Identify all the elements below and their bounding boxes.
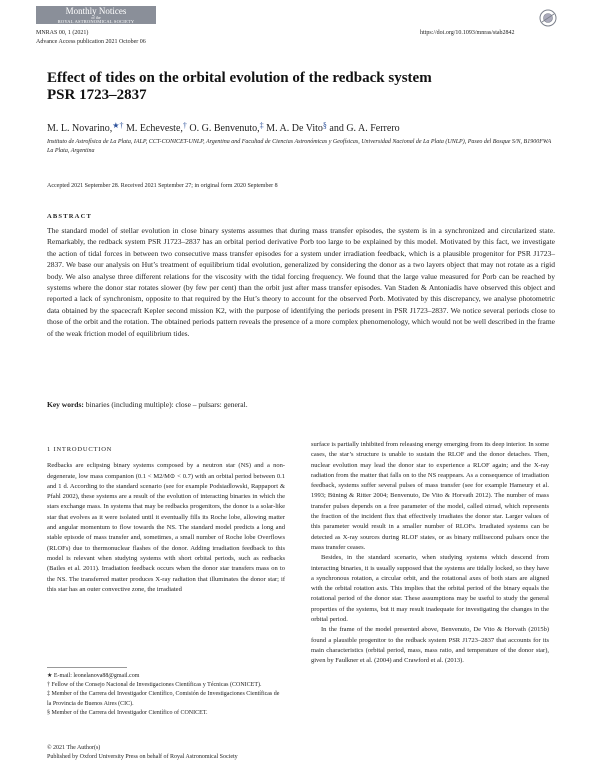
author-name: M. Echeveste, xyxy=(123,123,183,134)
right-column xyxy=(311,440,549,667)
keywords xyxy=(47,400,248,409)
publisher-note: Published by Oxford University Press on behalf of Royal Astronomical Society xyxy=(47,754,238,761)
footnote: ‡ Member of the Carrera del Investigador Científico, Comisión de Investigaciones Científicas de la Provincia de Buenos Aires (CIC). xyxy=(47,691,280,707)
footnote: † Fellow of the Consejo Nacional de Investigaciones Científicas y Técnicas (CONICET). xyxy=(47,682,262,689)
doi-link[interactable]: https://doi.org/10.1093/mnras/stab2842 xyxy=(420,30,515,36)
masthead-line1: Monthly Notices xyxy=(65,6,127,16)
journal-reference: MNRAS 00, 1 (2021) xyxy=(36,30,89,36)
paragraph: surface is partially inhibited from releasing energy emerging from its deep interior. In some cases, the star’s structure is unable to sustain the RLOF and the donor detaches. Then, nuclear evolution may lead the donor star to experience a RLOF again; and the X-ray radiation from the matter that falls on to the NS reappears. As a consequence of irradiation feedback, systems suffer several pulses of mass transfer (see for example Hameury et al. 1993; Büning & Ritter 2004; Benvenuto, De Vito & Horvath 2012). The number of mass transfer pulses depends on a free parameter of the model, called αirrad, which represents the fraction of the incident flux that effectively irradiates the donor star. Larger values of this parameter would result in a smaller number of RLOFs. Irradiated systems can be detected as X-ray sources during RLOF states, or as binary millisecond pulsars once the mass transfer ceases. xyxy=(311,441,549,551)
footnote: § Member of the Carrera del Investigador Científico of CONICET. xyxy=(47,709,208,716)
masthead-line2: of the xyxy=(91,15,101,20)
copyright-block xyxy=(47,744,285,762)
title-line1: Effect of tides on the orbital evolution of the redback system xyxy=(47,70,432,86)
abstract-body xyxy=(47,225,555,339)
paragraph: Besides, in the standard scenario, when studying systems which descend from interacting binaries, it is usually supposed that the systems are tidally locked, so they have a synchronous rotation, a circular orbit, and the rotational axes of both stars are aligned with the orbital rotation axis. This implies that the orbital period of the binary equals the rotational period of the donor star. These assumptions may be useful to study the general properties of the systems, but it may result inadequate for investigating the changes in the orbital period. xyxy=(311,554,549,624)
advance-access-note: Advance Access publication 2021 October 06 xyxy=(36,39,146,45)
abstract-heading: ABSTRACT xyxy=(47,213,92,220)
accepted-dates: Accepted 2021 September 28. Received 2021 September 27; in original form 2020 September 8 xyxy=(47,183,278,189)
section-heading: 1 INTRODUCTION xyxy=(47,446,113,453)
keywords-text: binaries (including multiple): close – pulsars: general. xyxy=(85,400,248,409)
footnote-email[interactable]: ★ E-mail: leonelanova88@gmail.com xyxy=(47,673,140,679)
author-list xyxy=(47,121,400,134)
paragraph: Redbacks are eclipsing binary systems composed by a neutron star (NS) and a non-degenerate, low mass companion (0.1 < M2/M⊙ < 0.7) with an orbital period between 0.1 and 1 d. According to the standard scenario (see for example Podsiadlowski, Rappaport & Pfahl 2002), these systems are a result of the evolution of interacting binaries in which the stars exchange mass. In systems that may be redbacks progenitors, the donor is a solar-like star that evolves as it were isolated until it eventually fills its Roche lobe, allowing matter and angular momentum to flow towards the NS. The standard model predicts a long and stable episode of mass transfer and, sometimes, a small number of Roche lobe Overflows (RLOFs) due to thermonuclear flashes of the donor. Adding irradiation feedback to this model is relevant when studying systems with short orbital periods, such as redbacks (Bailes et al. 2011). Irradiation feedback occurs when the donor star transfers mass on to the NS. The transferred matter produces X-ray radiation that illuminates the donor star; if this star has an outer convective zone, the irradiated xyxy=(47,462,285,593)
footnote-divider xyxy=(47,667,127,668)
paragraph: In the frame of the model presented above, Benvenuto, De Vito & Horvath (2015b) found a plausible progenitor to the redback system PSR J1723–2837 that accounts for its main characteristics (orbital period, mass, mass ratio, and temperature of the donor star), given by Faulkner et al. (2004) and Crawford et al. (2013). xyxy=(311,626,549,665)
author-name: and G. A. Ferrero xyxy=(326,123,400,134)
author-footnote-mark[interactable]: § xyxy=(322,121,327,130)
copyright: © 2021 The Author(s) xyxy=(47,745,101,751)
raslogo-icon xyxy=(538,8,558,28)
author-name: M. A. De Vito xyxy=(263,123,323,134)
masthead-line3: ROYAL ASTRONOMICAL SOCIETY xyxy=(57,19,135,24)
author-name: M. L. Novarino, xyxy=(47,123,113,134)
title-line2: PSR 1723–2837 xyxy=(47,87,147,103)
article-title xyxy=(47,70,517,104)
journal-masthead xyxy=(36,6,156,24)
author-footnote-mark[interactable]: ‡ xyxy=(259,121,264,130)
left-column xyxy=(47,445,285,595)
footnotes xyxy=(47,672,285,718)
author-name: O. G. Benvenuto, xyxy=(186,123,260,134)
abstract-text: The standard model of stellar evolution in close binary systems assumes that during mass transfer episodes, the system is in a synchronized and circularized state. Remarkably, the redback system PSR J1723–2837 has an orbital period derivative Ṗorb too large to be explained by this model. Motivated by this fact, we investigate the action of tidal forces in between two consecutive mass transfer episodes for a system under irradiation feedback, which is a plausible progenitor for PSR J1723–2837. We base our analysis on Hut’s treatment of equilibrium tidal evolution, generalized by considering the donor as a two layers object that may not rotate as a rigid body. We also analyse three different relations for the viscosity with the tidal forcing frequency. We found that the large value measured for Ṗorb can be reached by systems where the donor star rotates slower (by few per cent) than the orbit just after mass transfer episodes. Van Staden & Antoniadis have observed this object and reported a lack of synchronism, opposite to that required by the Hut’s theory to account for the observed Ṗorb. Motivated by this discrepancy, we analyse photometric data obtained by the spacecraft Kepler second mission K2, with the purpose of identifying the periods present in PSR J1723–2837. We notice several periods close to those of the orbit and the rotation. The obtained periods pattern reveals the presence of a more complex phenomenology, which would not be well described in the frame of the weak friction model of equilibrium tides. xyxy=(47,226,555,338)
author-footnote-mark[interactable]: † xyxy=(182,121,187,130)
affiliation: Instituto de Astrofísica de La Plata, IALP, CCT-CONICET-UNLP, Argentina and Facultad de Ciencias Astronómicas y Geofísicas, Universidad Nacional de La Plata (UNLP), Paseo del Bosque S/N, B1900FWA La Plata, Argentina xyxy=(47,139,552,154)
author-footnote-mark[interactable]: ★† xyxy=(112,121,124,130)
keywords-label: Key words: xyxy=(47,400,84,409)
